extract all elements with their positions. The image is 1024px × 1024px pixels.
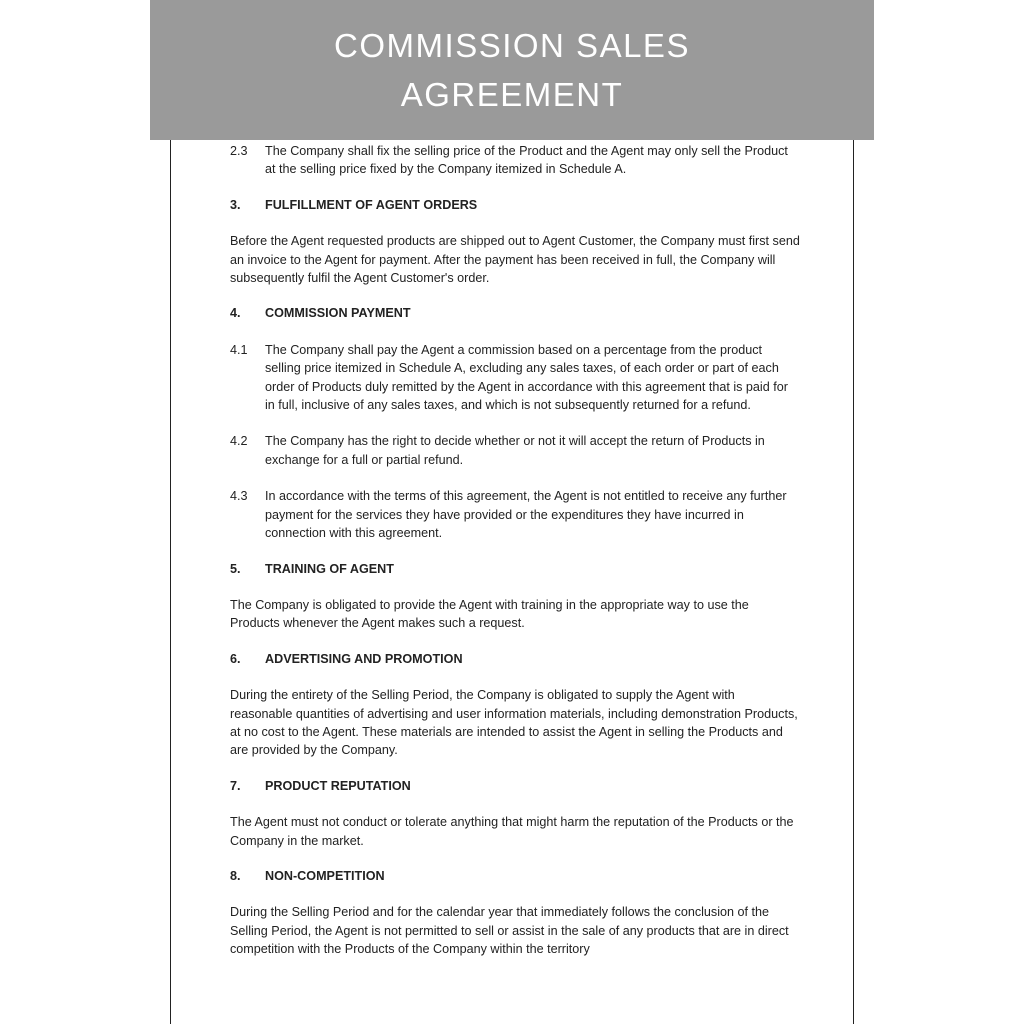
section-heading-3 xyxy=(230,196,800,214)
title-banner xyxy=(150,0,874,140)
section-heading-5 xyxy=(230,560,800,578)
section-number: 7. xyxy=(230,778,241,793)
section-title: ADVERTISING AND PROMOTION xyxy=(265,651,463,666)
clause-2-3 xyxy=(230,142,800,179)
clause-4-1 xyxy=(230,341,800,415)
section-title: NON-COMPETITION xyxy=(265,868,385,883)
section-title: PRODUCT REPUTATION xyxy=(265,778,411,793)
section-number: 3. xyxy=(230,197,241,212)
section-title: TRAINING OF AGENT xyxy=(265,561,394,576)
clause-text: The Company shall fix the selling price of the Product and the Agent may only sell the Product at the selling price fixed by the Company itemized in Schedule A. xyxy=(265,144,788,177)
section-number: 6. xyxy=(230,651,241,666)
banner-title-line-2: AGREEMENT xyxy=(400,76,624,113)
section-title: FULFILLMENT OF AGENT ORDERS xyxy=(265,197,478,212)
section-8-body: During the Selling Period and for the calendar year that immediately follows the conclusion of the Selling Period, the Agent is not permitted to sell or assist in the sale of any products that are in direct competition with the Products of the Company within the territory xyxy=(230,905,789,957)
clause-text: The Company has the right to decide whether or not it will accept the return of Products in exchange for a full or partial refund. xyxy=(265,434,765,467)
clause-number: 4.3 xyxy=(230,489,248,504)
section-title: COMMISSION PAYMENT xyxy=(265,306,411,321)
clause-text: The Company shall pay the Agent a commission based on a percentage from the product selling price itemized in Schedule A, excluding any sales taxes, of each order or part of each order of Products duly remitted by the Agent in accordance with this agreement that is paid for in full, inclusive of any sales taxes, and which is not subsequently returned for a refund. xyxy=(265,342,788,413)
section-heading-4 xyxy=(230,304,800,322)
clause-text: In accordance with the terms of this agreement, the Agent is not entitled to receive any further payment for the services they have provided or the expenditures they have incurred in connection with this agreement. xyxy=(265,489,787,541)
section-7-body: The Agent must not conduct or tolerate anything that might harm the reputation of the Products or the Company in the market. xyxy=(230,815,794,848)
clause-number: 4.2 xyxy=(230,434,248,449)
section-heading-8 xyxy=(230,867,800,885)
document-content xyxy=(230,142,800,959)
clause-number: 4.1 xyxy=(230,342,248,357)
section-number: 4. xyxy=(230,306,241,321)
clause-number: 2.3 xyxy=(230,144,248,158)
section-number: 8. xyxy=(230,868,241,883)
section-number: 5. xyxy=(230,561,241,576)
section-heading-7 xyxy=(230,777,800,795)
clause-4-3 xyxy=(230,487,800,542)
clause-4-2 xyxy=(230,432,800,469)
section-3-body: Before the Agent requested products are shipped out to Agent Customer, the Company must first send an invoice to the Agent for payment. After the payment has been received in full, the Company will subsequently fulfil the Agent Customer's order. xyxy=(230,234,800,286)
section-5-body: The Company is obligated to provide the Agent with training in the appropriate way to use the Products whenever the Agent makes such a request. xyxy=(230,597,749,631)
banner-title-line-1: COMMISSION SALES xyxy=(334,27,690,64)
section-heading-6 xyxy=(230,650,800,668)
section-6-body: During the entirety of the Selling Period, the Company is obligated to supply the Agent with reasonable quantities of advertising and user information materials, including demonstration Products, at no cost to the Agent. These materials are intended to assist the Agent in selling the Products and are provided by the Company. xyxy=(230,688,798,758)
